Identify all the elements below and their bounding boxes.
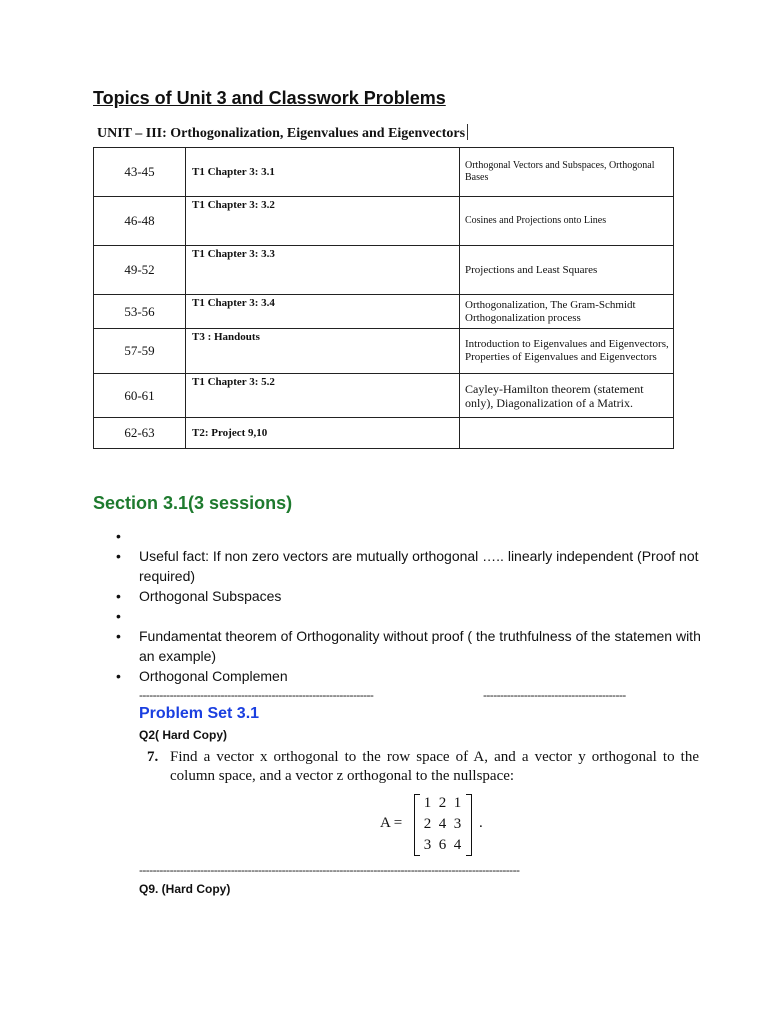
sessions-cell: 49-52: [94, 246, 186, 295]
reference-cell: T1 Chapter 3: 3.3: [186, 246, 460, 295]
sessions-cell: 60-61: [94, 374, 186, 418]
matrix-label: A =: [380, 815, 403, 831]
separator-left: ---------------------------------------------------------------------: [139, 688, 374, 702]
matrix-trailing-period: .: [479, 815, 483, 831]
problem-statement: [147, 748, 699, 784]
table-row: [94, 246, 674, 295]
table-row: [94, 418, 674, 449]
topic-cell: Orthogonalization, The Gram-Schmidt Orthogonalization process: [460, 295, 674, 329]
list-item: • Useful fact: If non zero vectors are mutually orthogonal ….. linearly independent (Proof not required): [116, 546, 706, 586]
table-row: [94, 374, 674, 418]
table-row: [94, 197, 674, 246]
matrix-entry: 2: [423, 816, 432, 832]
topic-cell: Orthogonal Vectors and Subspaces, Orthogonal Bases: [460, 148, 674, 197]
matrix-entry: 2: [438, 795, 447, 811]
topics-table: [93, 147, 674, 449]
section-heading: Section 3.1(3 sessions): [93, 493, 293, 513]
separator-right: ------------------------------------------: [483, 688, 626, 702]
question-label: Q9. (Hard Copy): [139, 882, 231, 896]
right-bracket: [466, 794, 472, 856]
question-label: Q2( Hard Copy): [139, 728, 228, 742]
reference-cell: T1 Chapter 3: 3.1: [186, 148, 460, 197]
matrix-entry: 1: [453, 795, 462, 811]
sessions-cell: 43-45: [94, 148, 186, 197]
matrix-entry: 4: [438, 816, 447, 832]
reference-cell: T1 Chapter 3: 5.2: [186, 374, 460, 418]
document-title: Topics of Unit 3 and Classwork Problems: [93, 88, 446, 108]
matrix-entry: 6: [438, 837, 447, 853]
table-row: [94, 295, 674, 329]
matrix-entry: 1: [423, 795, 432, 811]
sessions-cell: 57-59: [94, 329, 186, 374]
list-item: • Orthogonal Subspaces: [116, 586, 706, 606]
problem-number: 7.: [147, 749, 159, 765]
topic-cell: Cayley-Hamilton theorem (statement only), Diagonalization of a Matrix.: [460, 374, 674, 418]
sessions-cell: 62-63: [94, 418, 186, 449]
sessions-cell: 53-56: [94, 295, 186, 329]
list-item: • Fundamentat theorem of Orthogonality without proof ( the truthfulness of the statemen with an example): [116, 626, 706, 666]
table-row: [94, 148, 674, 197]
matrix-entry: 4: [453, 837, 462, 853]
matrix-grid: [420, 794, 466, 855]
reference-cell: T3 : Handouts: [186, 329, 460, 374]
problem-text: Find a vector x orthogonal to the row space of A, and a vector y orthogonal to the column space, and a vector z orthogonal to the nullspace:: [170, 749, 699, 784]
matrix-entry: 3: [453, 816, 462, 832]
topic-cell: [460, 418, 674, 449]
table-row: [94, 329, 674, 374]
list-item: [116, 526, 706, 546]
topic-cell: Cosines and Projections onto Lines: [460, 197, 674, 246]
text-cursor: [467, 124, 468, 140]
sessions-cell: 46-48: [94, 197, 186, 246]
list-item: [116, 606, 706, 626]
bullet-list: [116, 526, 706, 686]
unit-heading: [97, 124, 468, 142]
reference-cell: T1 Chapter 3: 3.2: [186, 197, 460, 246]
problem-set-title: Problem Set 3.1: [139, 705, 260, 722]
reference-cell: T1 Chapter 3: 3.4: [186, 295, 460, 329]
separator-full: ----------------------------------------------------------------------------------------------------------------: [139, 863, 520, 877]
list-item: • Orthogonal Complemen: [116, 666, 706, 686]
unit-heading-text: UNIT – III: Orthogonalization, Eigenvalues and Eigenvectors: [97, 126, 466, 141]
reference-cell: T2: Project 9,10: [186, 418, 460, 449]
topic-cell: Projections and Least Squares: [460, 246, 674, 295]
matrix-entry: 3: [423, 837, 432, 853]
topic-cell: Introduction to Eigenvalues and Eigenvectors, Properties of Eigenvalues and Eigenvectors: [460, 329, 674, 374]
